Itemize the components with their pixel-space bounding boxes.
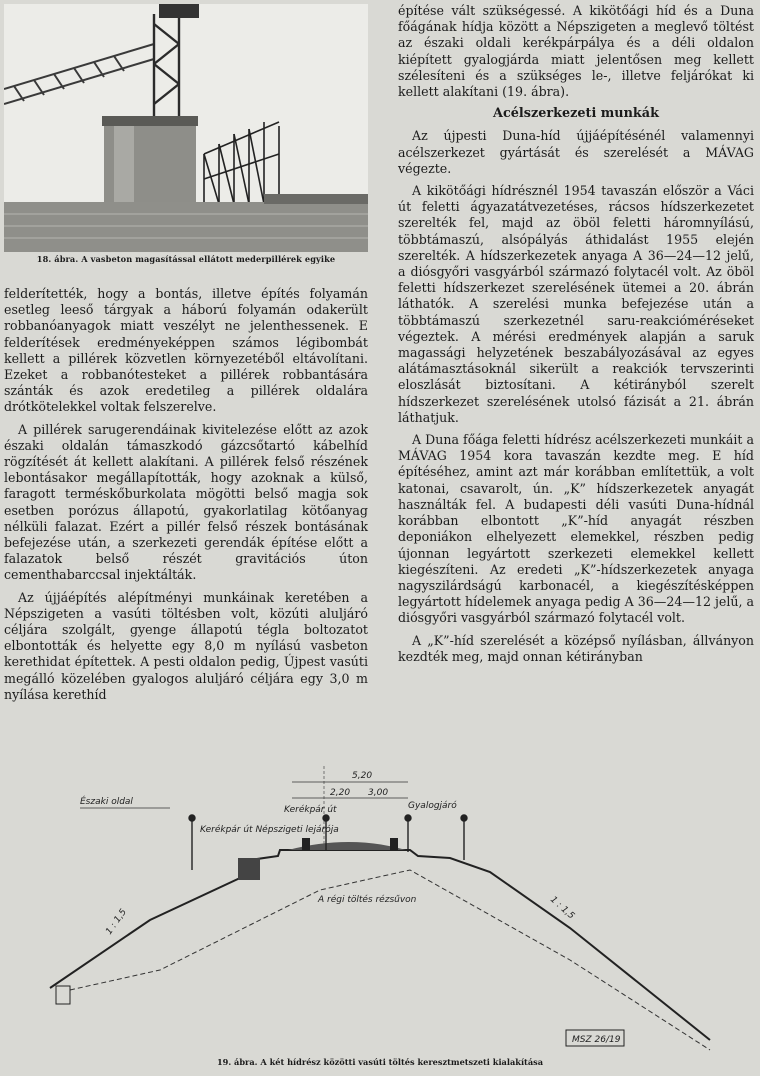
rail-left — [302, 838, 310, 850]
bike-ramp-label: Kerékpár út Népszigeti lejárója — [200, 825, 339, 835]
right-paragraph-3: A Duna főága feletti hídrész acélszerkezeti munkáit a MÁVAG 1954 kora tavaszán kezdte meg. E híd építéséhez, amint azt már korábban említettük, a volt katonai, csavarolt, ún. „K” hídszerkezetek anyagát használták fel. A budapesti déli vasúti Duna-hídnál korábban elbontott „K”-híd anyagát részben deponiákon elhelyezett elemekkel, részben pedig újonnan legyártott szerkezeti elemekkel kellett kiegészíteni. Az eredeti „K”-hídszerkezetek anyaga nagyszilárdságú karbonacél, a kiegészítésképpen legyártott hídelemek anyaga pedig A 36—24—12 jelű, a diósgyőri vasgyárból származó folytacél volt. — [398, 432, 754, 626]
slope-right-label: 1 : 1,5 — [547, 894, 577, 922]
slope-left-label: 1 : 1,5 — [104, 907, 129, 937]
figure-19-cross-section — [10, 760, 750, 1060]
right-paragraph-1: Az újpesti Duna-híd újjáépítésénél valamennyi acélszerkezet gyártását és szerelését a MÁVAG végezte. — [398, 128, 754, 176]
north-side-label: Északi oldal — [80, 797, 133, 807]
left-retaining-wall — [238, 858, 260, 880]
standard-label: MSZ 26/19 — [572, 1035, 621, 1045]
left-toe-footing — [56, 986, 70, 1004]
left-paragraph-1: felderítették, hogy a bontás, illetve építés folyamán esetleg leeső tárgyak a háború folyamán odakerült robbanóanyagok miatt veszélyt ne jelenthessenek. E felderítések eredményeképpen számos légibombát kellett a pillérek közvetlen környezetéből eltávolítani. Ezeket a robbanótesteket a pillérek robbantására szánták és azok eredetileg a pillérek oldalára drótkötelekkel voltak felszerelve. — [4, 286, 368, 415]
figure-19-caption: 19. ábra. A két hídrész közötti vasúti töltés keresztmetszeti kialakítása — [216, 1057, 544, 1067]
right-intro-paragraph: építése vált szükségessé. A kikötőági híd és a Duna főágának hídja között a Népszigeten a meglevő töltést az északi oldali kerékpárpálya és a déli oldalon kiépített gyalogjárda miatt jelentősen meg kellett szélesíteni és a szükséges le-, illetve feljárókat ki kellett alakítani (19. ábra). — [398, 3, 754, 100]
dim-total: 5,20 — [352, 771, 373, 781]
left-paragraph-3: Az újjáépítés alépítményi munkáinak keretében a Népszigeten a vasúti töltésben volt, közúti aluljáró céljára szolgált, gyenge állapotú tégla boltozatot elbontották és helyette egy 8,0 m nyílású vasbeton kerethidat építettek. A pesti oldalon pedig, Újpest vasúti megálló közelében gyalogos aluljáró céljára egy 3,0 m nyílása kerethíd — [4, 589, 368, 702]
old-embankment-label: A régi töltés rézsűvon — [318, 895, 417, 905]
dim-b: 3,00 — [368, 788, 389, 798]
footpath-label: Gyalogjáró — [408, 801, 457, 811]
section-heading: Acélszerkezeti munkák — [493, 106, 659, 122]
bridge-pier-photo — [4, 4, 368, 252]
right-column — [398, 3, 754, 671]
lamp-posts — [189, 815, 467, 870]
figure-18-caption: 18. ábra. A vasbeton magasítással ellátott mederpillérek egyike — [36, 254, 336, 264]
bike-path-label: Kerékpár út — [284, 805, 337, 815]
dim-a: 2,20 — [330, 788, 351, 798]
right-paragraph-2: A kikötőági hídrésznél 1954 tavaszán először a Váci út feletti ágyazatátvezetéses, rácsos hídszerkezetet szerelték fel, majd az öböl feletti háromnyílású, többtámaszú, alsópályás áthidalást 1955 elején szerelték. A hídszerkezetek anyaga A 36—24—12 jelű, a diósgyőri vasgyárból származó folytacél volt. Az öböl feletti hídszerkezet szerelésének ütemei a 20. ábrán láthatók. A szerelési munka befejezése után a többtámaszú szerkezetnél saru-reakcióméréseket végeztek. A mérési eredmények alapján a saruk magassági helyzetének beszabályozásával az egyes alátámasztásoknál sikerült a reakciók tervszerinti eloszlását biztosítani. A kétirányból szerelt hídszerkezet szerelésének utolsó fázisát a 21. ábrán láthatjuk. — [398, 183, 754, 425]
right-paragraph-4: A „K”-híd szerelését a középső nyílásban, állványon kezdték meg, majd onnan kétirányban — [398, 632, 754, 664]
left-column — [4, 286, 368, 709]
figure-18-photo — [4, 4, 368, 252]
rail-right — [390, 838, 398, 850]
embankment-profile — [50, 850, 710, 1040]
left-paragraph-2: A pillérek sarugerendáinak kivitelezése előtt az azok északi oldalán támaszkodó gázcsőtartó kábelhíd rögzítését át kellett alakítani. A pillérek felső részének lebontásakor megállapították, hogy azoknak a külső, faragott terméskőburkolata mögötti belső magja sok esetben porózus állapotú, gyakorlatilag kötőanyag nélküli falazat. Ezért a pillér felső részek bontásának befejezése után, a szerkezeti gerendák építése előtt a falazatok belső részét gravitációs úton cementhabarccsal injektálták. — [4, 421, 368, 583]
